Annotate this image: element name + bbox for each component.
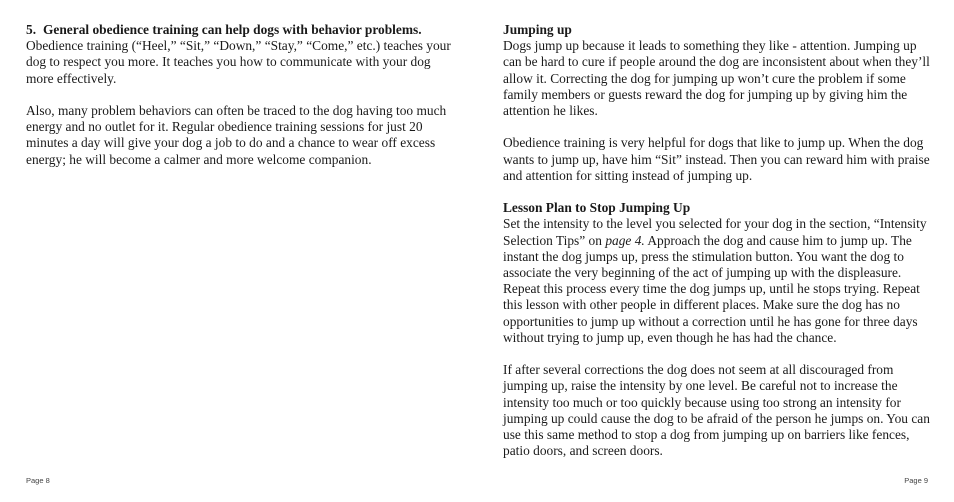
heading-text: General obedience training can help dogs with behavior problems. <box>43 22 422 37</box>
paragraph-jumping-cause: Dogs jump up because it leads to something they like - attention. Jumping up can be hard to cure if people around the dog are inconsistent about when they’ll allow it. Correcting the dog for jumping up won’t cure the problem if some family members or guests reward the dog for jumping up by giving him the attention he likes. <box>503 38 930 119</box>
page-reference: page 4. <box>605 232 645 248</box>
paragraph-obedience-helps: Obedience training is very helpful for dogs that like to jump up. When the dog wants to jump up, have him “Sit” instead. Then you can reward him with praise and attention for sitting instead of jumping up. <box>503 135 930 183</box>
section-title-jumping-up: Jumping up <box>503 22 572 37</box>
page-number-left: Page 8 <box>26 476 50 485</box>
paragraph-gap <box>503 119 931 135</box>
paragraph-gap <box>26 87 454 103</box>
page-number-right: Page 9 <box>904 476 928 485</box>
lesson-text-rest: Approach the dog and cause him to jump up. The instant the dog jumps up, press the stimulation button. You want the dog to associate the very beginning of the act of jumping up with the displeasure. Repeat this process every time the dog jumps up, until he stops trying. Repeat this lesson with other people in different places. Make sure the dog has no opportunities to jump up without a correction until he has gone for three days without trying to jump up, even though he has had the chance. <box>503 232 920 345</box>
paragraph-energy: Also, many problem behaviors can often be traced to the dog having too much energy and no outlet for it. Regular obedience training sessions for just 20 minutes a day will give your dog a job to do and a chance to wear off excess energy; he will become a calmer and more welcome companion. <box>26 103 447 167</box>
paragraph-raise-intensity: If after several corrections the dog does not seem at all discouraged from jumping up, raise the intensity by one level. Be careful not to increase the intensity too much or too quickly because using too strong an intensity for jumping up could cause the dog to be afraid of the person he jumps on. You can use this same method to stop a dog from jumping up on barriers like fences, patio doors, and screen doors. <box>503 362 930 459</box>
lesson-plan-title: Lesson Plan to Stop Jumping Up <box>503 200 691 216</box>
right-page-column <box>503 22 931 459</box>
paragraph-obedience-intro: Obedience training (“Heel,” “Sit,” “Down,” “Stay,” “Come,” etc.) teaches your dog to respect you more. It teaches you how to communicate with your dog more effectively. <box>26 38 451 86</box>
left-page-column <box>26 22 454 168</box>
section-heading <box>26 22 454 38</box>
paragraph-lesson-plan <box>503 216 931 346</box>
paragraph-gap <box>503 346 931 362</box>
lesson-text-start: Set the intensity to the level you selected for your dog in the section, “Intensity Selection Tips” on <box>503 216 927 248</box>
heading-number: 5. <box>26 22 37 37</box>
paragraph-gap <box>503 184 931 200</box>
